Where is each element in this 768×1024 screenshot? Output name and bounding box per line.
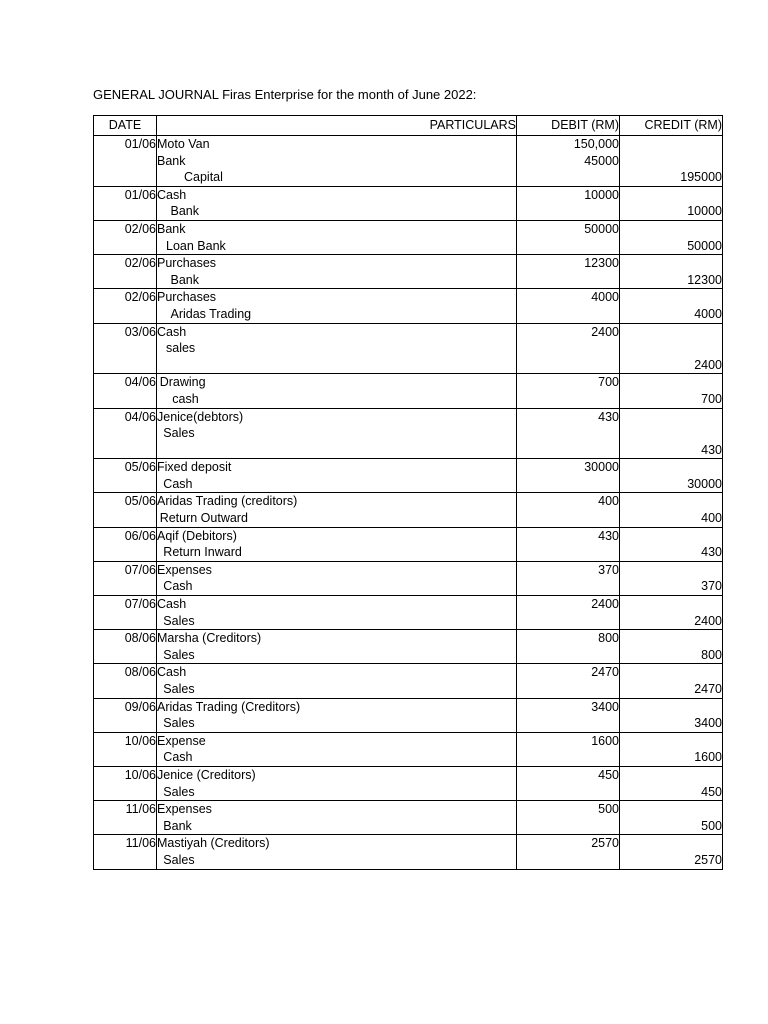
entry-date-text: 05/06 bbox=[124, 494, 156, 509]
entry-particulars-line: Drawing bbox=[159, 375, 206, 390]
entry-debit bbox=[517, 766, 620, 800]
entry-credit bbox=[620, 561, 723, 595]
entry-debit-line bbox=[517, 749, 619, 766]
entry-particulars bbox=[157, 255, 517, 289]
entry-particulars bbox=[157, 289, 517, 323]
entry-debit-line: 50000 bbox=[584, 221, 619, 236]
entry-debit bbox=[517, 835, 620, 869]
entry-credit bbox=[620, 255, 723, 289]
entry-date-text: 06/06 bbox=[124, 528, 156, 543]
entry-date-text: 01/06 bbox=[124, 187, 156, 202]
entry-date bbox=[94, 527, 157, 561]
entry-debit bbox=[517, 596, 620, 630]
entry-particulars bbox=[157, 527, 517, 561]
entry-credit bbox=[620, 664, 723, 698]
entry-debit bbox=[517, 408, 620, 459]
journal-entry-row bbox=[94, 323, 723, 374]
entry-particulars bbox=[157, 835, 517, 869]
entry-credit-line bbox=[620, 374, 722, 391]
entry-debit-line bbox=[517, 340, 619, 357]
entry-particulars bbox=[157, 493, 517, 527]
entry-date-text: 10/06 bbox=[124, 767, 156, 782]
entry-debit bbox=[517, 289, 620, 323]
journal-entry-row bbox=[94, 186, 723, 220]
entry-particulars-line: Moto Van bbox=[157, 137, 210, 151]
entry-debit-line: 4000 bbox=[591, 290, 619, 305]
entry-date bbox=[94, 186, 157, 220]
entry-debit-line bbox=[517, 784, 619, 801]
table-header-row bbox=[94, 116, 723, 136]
entry-particulars-line: Sales bbox=[163, 716, 195, 731]
entry-particulars-line: Bank bbox=[170, 204, 199, 219]
entry-date-text: 01/06 bbox=[124, 137, 156, 151]
entry-debit bbox=[517, 732, 620, 766]
entry-credit-line bbox=[620, 630, 722, 647]
journal-entry-row bbox=[94, 289, 723, 323]
entry-date-text: 04/06 bbox=[124, 375, 156, 390]
entry-credit-line: 430 bbox=[701, 442, 722, 457]
entry-debit bbox=[517, 136, 620, 187]
entry-debit bbox=[517, 186, 620, 220]
entry-particulars bbox=[157, 561, 517, 595]
entry-credit-line: 1600 bbox=[694, 750, 722, 765]
entry-debit-line: 150,000 bbox=[573, 137, 619, 151]
entry-debit bbox=[517, 527, 620, 561]
journal-entry-row bbox=[94, 459, 723, 493]
entry-particulars-line: Jenice(debtors) bbox=[157, 409, 244, 424]
entry-date bbox=[94, 561, 157, 595]
entry-particulars-line: cash bbox=[172, 391, 199, 406]
entry-credit-line: 700 bbox=[701, 391, 722, 406]
entry-debit-line bbox=[517, 852, 619, 869]
entry-debit-line bbox=[517, 613, 619, 630]
entry-date-text: 03/06 bbox=[124, 324, 156, 339]
entry-particulars-line: Sales bbox=[163, 852, 195, 867]
entry-credit-line: 10000 bbox=[687, 204, 722, 219]
entry-credit-line bbox=[620, 596, 722, 613]
entry-particulars-line: Jenice (Creditors) bbox=[157, 767, 256, 782]
date-column-header: DATE bbox=[94, 116, 157, 136]
entry-debit-line: 500 bbox=[598, 802, 619, 817]
entry-debit-line bbox=[517, 715, 619, 732]
entry-particulars-line: Return Inward bbox=[163, 545, 242, 560]
entry-credit bbox=[620, 698, 723, 732]
entry-credit bbox=[620, 596, 723, 630]
journal-entry-row bbox=[94, 136, 723, 187]
entry-credit-line bbox=[620, 340, 722, 357]
entry-credit-line bbox=[620, 493, 722, 510]
entry-debit-line: 30000 bbox=[584, 460, 619, 475]
entry-credit-line bbox=[620, 835, 722, 852]
entry-credit bbox=[620, 527, 723, 561]
journal-entry-row bbox=[94, 493, 723, 527]
entry-date bbox=[94, 630, 157, 664]
entry-date bbox=[94, 664, 157, 698]
entry-date-text: 08/06 bbox=[124, 631, 156, 646]
entry-credit bbox=[620, 136, 723, 187]
entry-debit-line: 800 bbox=[598, 631, 619, 646]
entry-date-text: 07/06 bbox=[124, 597, 156, 612]
entry-credit-line bbox=[620, 801, 722, 818]
entry-date-text: 02/06 bbox=[124, 221, 156, 236]
journal-entry-row bbox=[94, 220, 723, 254]
entry-particulars-line: Bank bbox=[157, 221, 186, 236]
entry-date-text: 11/06 bbox=[125, 802, 156, 817]
entry-debit bbox=[517, 801, 620, 835]
entry-debit bbox=[517, 561, 620, 595]
entry-debit-line bbox=[517, 442, 619, 459]
entry-date bbox=[94, 493, 157, 527]
entry-date-text: 09/06 bbox=[124, 699, 156, 714]
entry-credit-line: 450 bbox=[701, 784, 722, 799]
entry-date bbox=[94, 596, 157, 630]
entry-debit-line: 45000 bbox=[584, 153, 619, 168]
entry-date-text: 10/06 bbox=[124, 733, 156, 748]
entry-debit-line bbox=[517, 238, 619, 255]
entry-particulars bbox=[157, 664, 517, 698]
entry-particulars-line: Cash bbox=[157, 324, 187, 339]
entry-debit-line bbox=[517, 544, 619, 561]
general-journal-table bbox=[93, 115, 723, 870]
entry-particulars-line: Cash bbox=[157, 187, 187, 202]
entry-debit-line: 370 bbox=[598, 562, 619, 577]
entry-credit-line bbox=[620, 459, 722, 476]
entry-credit-line bbox=[620, 699, 722, 716]
entry-debit-line: 2570 bbox=[591, 836, 619, 851]
journal-entry-row bbox=[94, 561, 723, 595]
credit-column-header: CREDIT (RM) bbox=[620, 116, 723, 136]
entry-credit-line: 3400 bbox=[694, 716, 722, 731]
journal-entry-row bbox=[94, 527, 723, 561]
entry-debit-line: 2400 bbox=[591, 597, 619, 612]
entry-particulars-line: Marsha (Creditors) bbox=[157, 631, 262, 646]
entry-date-text: 04/06 bbox=[124, 409, 156, 424]
entry-credit-line bbox=[620, 528, 722, 545]
entry-debit bbox=[517, 630, 620, 664]
entry-credit-line: 2400 bbox=[694, 613, 722, 628]
journal-entry-row bbox=[94, 835, 723, 869]
entry-particulars-line: Fixed deposit bbox=[157, 460, 232, 475]
entry-particulars-line: Aridas Trading bbox=[170, 306, 252, 321]
entry-particulars-line bbox=[157, 357, 516, 374]
entry-credit-line: 4000 bbox=[694, 306, 722, 321]
journal-entry-row bbox=[94, 732, 723, 766]
entry-credit bbox=[620, 186, 723, 220]
entry-particulars bbox=[157, 596, 517, 630]
entry-date bbox=[94, 766, 157, 800]
entry-debit-line bbox=[517, 306, 619, 323]
entry-particulars-line: Loan Bank bbox=[166, 238, 226, 253]
entry-debit-line: 450 bbox=[598, 767, 619, 782]
entry-credit bbox=[620, 766, 723, 800]
entry-particulars-line: Expenses bbox=[157, 562, 212, 577]
entry-particulars-line: Aridas Trading (Creditors) bbox=[157, 699, 301, 714]
entry-debit-line: 400 bbox=[598, 494, 619, 509]
entry-debit bbox=[517, 493, 620, 527]
journal-entry-row bbox=[94, 766, 723, 800]
entry-debit bbox=[517, 698, 620, 732]
entry-particulars-line: Cash bbox=[163, 750, 193, 765]
entry-credit-line: 50000 bbox=[687, 238, 722, 253]
journal-entry-row bbox=[94, 374, 723, 408]
entry-particulars-line: Bank bbox=[157, 153, 186, 168]
entry-debit-line bbox=[517, 578, 619, 595]
entry-credit-line: 2400 bbox=[694, 357, 722, 372]
entry-credit bbox=[620, 374, 723, 408]
entry-debit-line bbox=[517, 681, 619, 698]
entry-credit-line bbox=[620, 221, 722, 238]
entry-debit-line bbox=[517, 647, 619, 664]
entry-credit-line: 800 bbox=[701, 647, 722, 662]
entry-particulars bbox=[157, 459, 517, 493]
entry-date bbox=[94, 323, 157, 374]
entry-debit-line bbox=[517, 272, 619, 289]
entry-particulars bbox=[157, 630, 517, 664]
entry-particulars bbox=[157, 732, 517, 766]
journal-entry-row bbox=[94, 664, 723, 698]
entry-credit-line bbox=[620, 255, 722, 272]
entry-credit bbox=[620, 493, 723, 527]
entry-credit-line: 2570 bbox=[694, 852, 722, 867]
entry-particulars-line: Sales bbox=[163, 682, 195, 696]
entry-particulars bbox=[157, 220, 517, 254]
entry-credit-line bbox=[620, 136, 722, 153]
journal-entry-row bbox=[94, 630, 723, 664]
entry-particulars-line: Expense bbox=[157, 733, 206, 748]
entry-date bbox=[94, 220, 157, 254]
entry-debit-line bbox=[517, 510, 619, 527]
entry-credit-line bbox=[620, 187, 722, 204]
entry-credit-line: 370 bbox=[701, 579, 722, 594]
entry-credit-line bbox=[620, 562, 722, 579]
entry-credit bbox=[620, 459, 723, 493]
entry-credit bbox=[620, 835, 723, 869]
entry-debit bbox=[517, 323, 620, 374]
entry-debit-line: 10000 bbox=[584, 187, 619, 202]
entry-debit-line bbox=[517, 203, 619, 220]
entry-date-text: 08/06 bbox=[124, 665, 156, 680]
entry-credit bbox=[620, 732, 723, 766]
entry-particulars bbox=[157, 766, 517, 800]
entry-debit-line: 430 bbox=[598, 528, 619, 543]
entry-debit bbox=[517, 664, 620, 698]
entry-credit-line bbox=[620, 425, 722, 442]
entry-date bbox=[94, 136, 157, 187]
entry-particulars-line: Aridas Trading (creditors) bbox=[157, 494, 298, 509]
entry-credit-line: 430 bbox=[701, 545, 722, 560]
entry-credit bbox=[620, 408, 723, 459]
entry-particulars-line: Capital bbox=[184, 170, 223, 185]
entry-particulars-line: sales bbox=[166, 341, 196, 356]
entry-date bbox=[94, 459, 157, 493]
entry-credit-line bbox=[620, 153, 722, 170]
entry-debit-line bbox=[517, 357, 619, 374]
entry-debit-line: 700 bbox=[598, 375, 619, 390]
entry-credit-line: 30000 bbox=[687, 476, 722, 491]
entry-particulars-line: Purchases bbox=[157, 290, 217, 305]
entry-debit-line: 1600 bbox=[591, 733, 619, 748]
entry-particulars bbox=[157, 186, 517, 220]
entry-date-text: 11/06 bbox=[125, 836, 156, 851]
journal-entry-row bbox=[94, 255, 723, 289]
entry-debit-line bbox=[517, 476, 619, 493]
entry-credit-line bbox=[620, 409, 722, 426]
entry-particulars-line: Sales bbox=[163, 784, 195, 799]
entry-particulars-line bbox=[157, 442, 516, 459]
entry-debit-line bbox=[517, 818, 619, 835]
entry-particulars-line: Expenses bbox=[157, 802, 212, 817]
entry-debit bbox=[517, 374, 620, 408]
entry-particulars bbox=[157, 323, 517, 374]
entry-particulars bbox=[157, 374, 517, 408]
entry-date bbox=[94, 255, 157, 289]
entry-debit-line bbox=[517, 169, 619, 186]
entry-credit-line: 400 bbox=[701, 511, 722, 526]
entry-debit bbox=[517, 220, 620, 254]
entry-particulars-line: Cash bbox=[157, 665, 187, 680]
entry-particulars-line: Aqif (Debitors) bbox=[157, 528, 237, 543]
entry-particulars-line: Cash bbox=[163, 579, 193, 594]
entry-date-text: 05/06 bbox=[124, 460, 156, 475]
entry-credit-line bbox=[620, 324, 722, 341]
entry-particulars-line: Purchases bbox=[157, 256, 217, 271]
entry-credit-line: 2470 bbox=[694, 682, 722, 696]
entry-particulars bbox=[157, 801, 517, 835]
entry-date bbox=[94, 289, 157, 323]
entry-debit bbox=[517, 459, 620, 493]
entry-debit-line: 430 bbox=[598, 409, 619, 424]
entry-debit-line bbox=[517, 425, 619, 442]
entry-credit bbox=[620, 220, 723, 254]
entry-particulars bbox=[157, 136, 517, 187]
entry-particulars-line: Return Outward bbox=[159, 511, 248, 526]
entry-particulars-line: Bank bbox=[163, 818, 192, 833]
entry-particulars-line: Sales bbox=[163, 613, 195, 628]
entry-date-text: 02/06 bbox=[124, 290, 156, 305]
entry-date-text: 02/06 bbox=[124, 256, 156, 271]
entry-debit-line: 12300 bbox=[584, 256, 619, 271]
entry-particulars-line: Cash bbox=[157, 597, 187, 612]
entry-particulars-line: Mastiyah (Creditors) bbox=[157, 836, 270, 851]
entry-credit-line: 12300 bbox=[687, 272, 722, 287]
entry-debit-line: 2400 bbox=[591, 324, 619, 339]
journal-entry-row bbox=[94, 698, 723, 732]
entry-credit bbox=[620, 630, 723, 664]
entry-debit-line bbox=[517, 391, 619, 408]
entry-debit-line: 2470 bbox=[591, 665, 619, 680]
entry-date bbox=[94, 801, 157, 835]
entry-particulars-line: Bank bbox=[170, 272, 199, 287]
journal-entries bbox=[94, 136, 723, 870]
entry-date-text: 07/06 bbox=[124, 562, 156, 577]
entry-date bbox=[94, 732, 157, 766]
journal-entry-row bbox=[94, 596, 723, 630]
entry-debit-line: 3400 bbox=[591, 699, 619, 714]
entry-credit-line bbox=[620, 767, 722, 784]
entry-particulars-line: Cash bbox=[163, 476, 193, 491]
entry-credit-line bbox=[620, 733, 722, 750]
entry-credit-line: 195000 bbox=[680, 170, 722, 185]
page-title: GENERAL JOURNAL Firas Enterprise for the month of June 2022: bbox=[93, 87, 477, 102]
entry-particulars-line: Sales bbox=[163, 426, 195, 441]
entry-particulars-line: Sales bbox=[163, 647, 195, 662]
entry-date bbox=[94, 835, 157, 869]
entry-date bbox=[94, 408, 157, 459]
entry-debit bbox=[517, 255, 620, 289]
particulars-column-header: PARTICULARS bbox=[157, 116, 517, 136]
entry-credit-line: 500 bbox=[701, 818, 722, 833]
journal-entry-row bbox=[94, 801, 723, 835]
entry-credit bbox=[620, 801, 723, 835]
entry-date bbox=[94, 374, 157, 408]
entry-credit-line bbox=[620, 664, 722, 681]
journal-entry-row bbox=[94, 408, 723, 459]
entry-credit bbox=[620, 289, 723, 323]
entry-date bbox=[94, 698, 157, 732]
entry-credit bbox=[620, 323, 723, 374]
entry-particulars bbox=[157, 408, 517, 459]
entry-credit-line bbox=[620, 289, 722, 306]
entry-particulars bbox=[157, 698, 517, 732]
debit-column-header: DEBIT (RM) bbox=[517, 116, 620, 136]
